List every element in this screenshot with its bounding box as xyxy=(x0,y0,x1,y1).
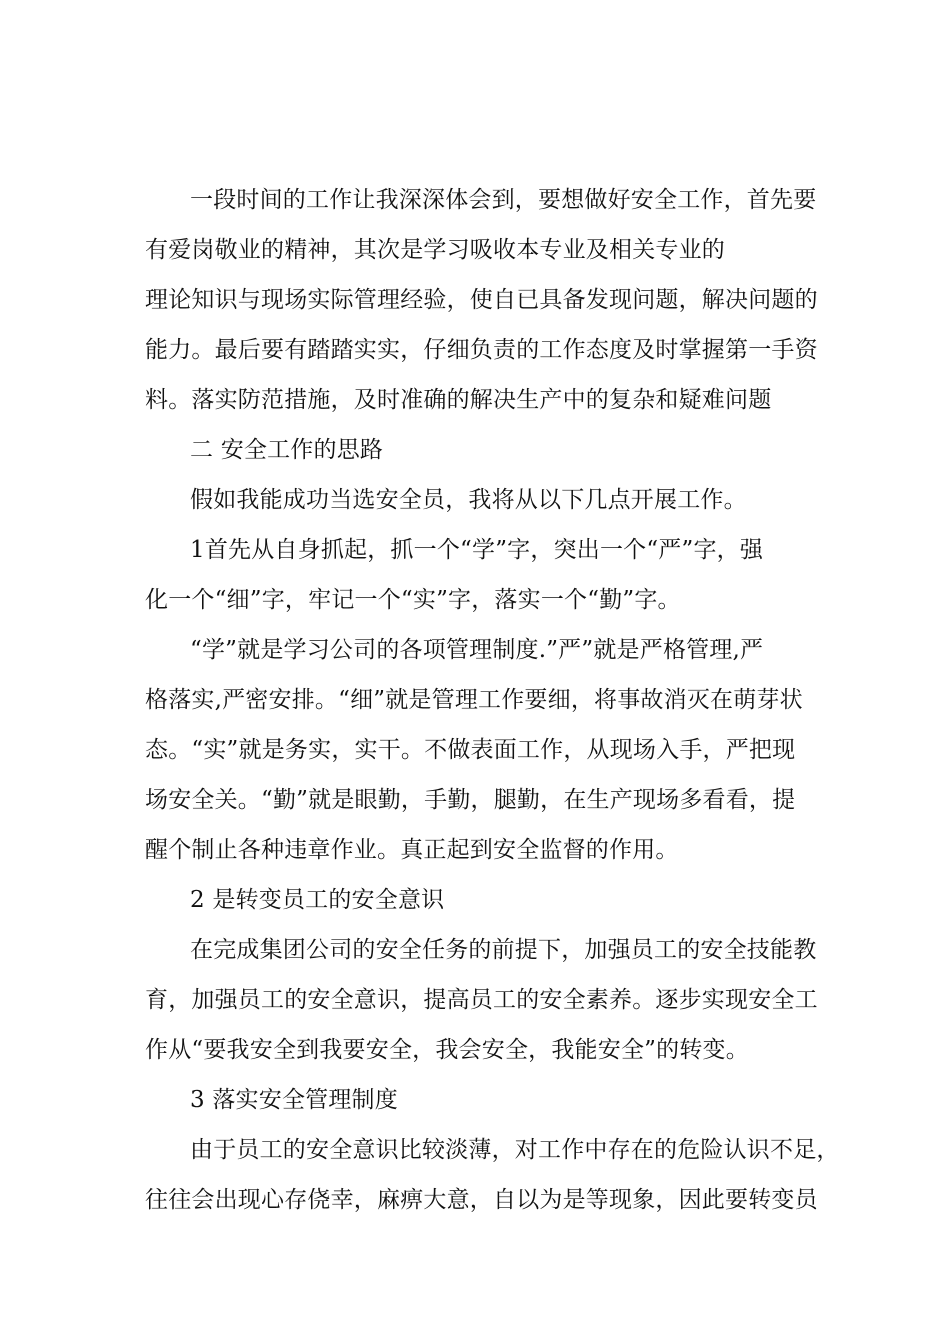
section-heading: 二 安全工作的思路 xyxy=(190,437,384,463)
paragraph-line: 格落实,严密安排。“细”就是管理工作要细，将事故消灭在萌芽状 xyxy=(145,687,803,713)
paragraph-line: 育，加强员工的安全意识，提高员工的安全素养。逐步实现安全工 xyxy=(145,987,818,1013)
paragraph-line: 1首先从自身抓起，抓一个“学”字，突出一个“严”字，强 xyxy=(190,537,764,563)
paragraph-line: 场安全关。“勤”就是眼勤，手勤，腿勤，在生产现场多看看，提 xyxy=(145,787,796,813)
paragraph-line: 料。落实防范措施，及时准确的解决生产中的复杂和疑难问题 xyxy=(145,387,772,413)
paragraph-line: 化一个“细”字，牢记一个“实”字，落实一个“勤”字。 xyxy=(145,587,681,613)
paragraph-line: 作从“要我安全到我要安全，我会安全，我能安全”的转变。 xyxy=(145,1037,749,1063)
paragraph-line: 醒个制止各种违章作业。真正起到安全监督的作用。 xyxy=(145,837,679,863)
paragraph-line: 有爱岗敬业的精神，其次是学习吸收本专业及相关专业的 xyxy=(145,237,725,263)
subheading: 3 落实安全管理制度 xyxy=(190,1087,398,1113)
paragraph-line: 理论知识与现场实际管理经验，使自已具备发现问题，解决问题的 xyxy=(145,287,818,313)
paragraph-line: 往往会出现心存侥幸，麻痹大意，自以为是等现象，因此要转变员 xyxy=(145,1187,818,1213)
paragraph-line: “学”就是学习公司的各项管理制度.”严”就是严格管理,严 xyxy=(190,637,764,663)
paragraph-line: 由于员工的安全意识比较淡薄，对工作中存在的危险认识不足， xyxy=(190,1137,840,1163)
paragraph-line: 能力。最后要有踏踏实实，仔细负责的工作态度及时掌握第一手资 xyxy=(145,337,818,363)
paragraph-line: 假如我能成功当选安全员，我将从以下几点开展工作。 xyxy=(190,487,747,513)
paragraph-line: 一段时间的工作让我深深体会到，要想做好安全工作，首先要 xyxy=(190,187,817,213)
paragraph-line: 态。“实”就是务实，实干。不做表面工作，从现场入手，严把现 xyxy=(145,737,796,763)
paragraph-line: 在完成集团公司的安全任务的前提下，加强员工的安全技能教 xyxy=(190,937,817,963)
subheading: 2 是转变员工的安全意识 xyxy=(190,887,445,913)
